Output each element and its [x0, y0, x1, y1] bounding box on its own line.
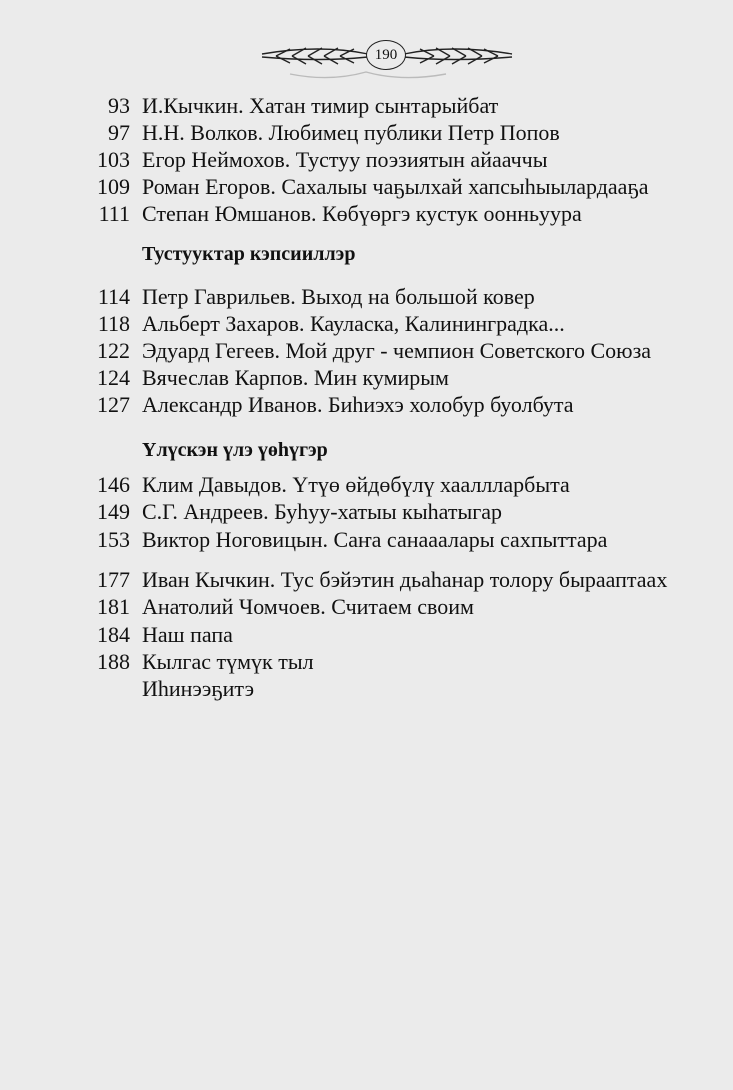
toc-entry-title: Александр Иванов. Биһиэхэ холобур буолбута — [142, 392, 574, 417]
toc-entry — [0, 173, 733, 201]
page-number: 190 — [366, 40, 406, 70]
toc-entry — [0, 283, 733, 311]
toc-entry — [0, 471, 733, 499]
toc-entry — [0, 146, 733, 174]
toc-entry-title: Клим Давыдов. Үтүө өйдөбүлү хааллларбыта — [142, 472, 570, 497]
toc-entry — [0, 337, 733, 365]
toc-page-number: 124 — [97, 365, 130, 390]
toc-page-number: 109 — [97, 174, 130, 199]
toc-entry — [0, 92, 733, 120]
toc-entry — [0, 526, 733, 554]
toc-entry-title: Петр Гаврильев. Выход на большой ковер — [142, 284, 535, 309]
toc-entry-title: Иһинээҕитэ — [142, 676, 255, 701]
section-heading: Үлүскэн үлэ үөһүгэр — [142, 439, 328, 461]
toc-entry — [0, 310, 733, 338]
toc-entry — [0, 119, 733, 147]
toc-entry — [0, 675, 733, 703]
toc-page-number: 97 — [108, 120, 130, 145]
toc-page-number: 111 — [98, 201, 130, 226]
toc-entry — [0, 621, 733, 649]
toc-entry — [0, 593, 733, 621]
toc-entry-title: Кылгас түмүк тыл — [142, 649, 314, 674]
toc-page-number: 103 — [97, 147, 130, 172]
toc-entry — [0, 498, 733, 526]
toc-entry — [0, 648, 733, 676]
toc-entry-title: Егор Неймохов. Тустуу поэзиятын айааччы — [142, 147, 548, 172]
toc-page-number: 122 — [97, 338, 130, 363]
toc-entry-title: Роман Егоров. Сахалыы чаҕылхай хапсыһыылардааҕа — [142, 174, 649, 199]
toc-entry-title: С.Г. Андреев. Буһуу-хатыы кыһатыгар — [142, 499, 503, 524]
toc-page-number: 177 — [97, 567, 130, 592]
toc-page-number: 127 — [97, 392, 130, 417]
toc-entry-title: Н.Н. Волков. Любимец публики Петр Попов — [142, 120, 560, 145]
toc-entry-title: Степан Юмшанов. Көбүөргэ кустук оонньуура — [142, 201, 582, 226]
toc-entry-title: Виктор Ноговицын. Саҥа санааалары сахпыттара — [142, 527, 608, 552]
toc-page-number: 181 — [97, 594, 130, 619]
toc-entry — [0, 391, 733, 419]
toc-entry-title: И.Кычкин. Хатан тимир сынтарыйбат — [142, 93, 499, 118]
toc-entry-title: Альберт Захаров. Кауласка, Калининградка... — [142, 311, 565, 336]
toc-page-number: 184 — [97, 622, 130, 647]
section-heading: Тустууктар кэпсииллэр — [142, 243, 356, 265]
toc-entry — [0, 566, 733, 594]
toc-entry-title: Эдуард Гегеев. Мой друг - чемпион Советского Союза — [142, 338, 652, 363]
toc-page-number: 188 — [97, 649, 130, 674]
toc-entry-title: Анатолий Чомчоев. Считаем своим — [142, 594, 474, 619]
toc-entry-title: Иван Кычкин. Тус бэйэтин дьаһанар толору бырааптаах — [142, 567, 668, 592]
toc-entry — [0, 200, 733, 228]
toc-entry-title: Наш папа — [142, 622, 233, 647]
toc-page-number: 146 — [97, 472, 130, 497]
toc-page-number: 149 — [97, 499, 130, 524]
toc-page-number: 114 — [97, 284, 130, 309]
toc-entry-title: Вячеслав Карпов. Мин кумирым — [142, 365, 449, 390]
toc-page-number: 153 — [97, 527, 130, 552]
toc-page-number: 118 — [97, 311, 130, 336]
toc-page-number: 93 — [108, 93, 130, 118]
toc-entry — [0, 364, 733, 392]
